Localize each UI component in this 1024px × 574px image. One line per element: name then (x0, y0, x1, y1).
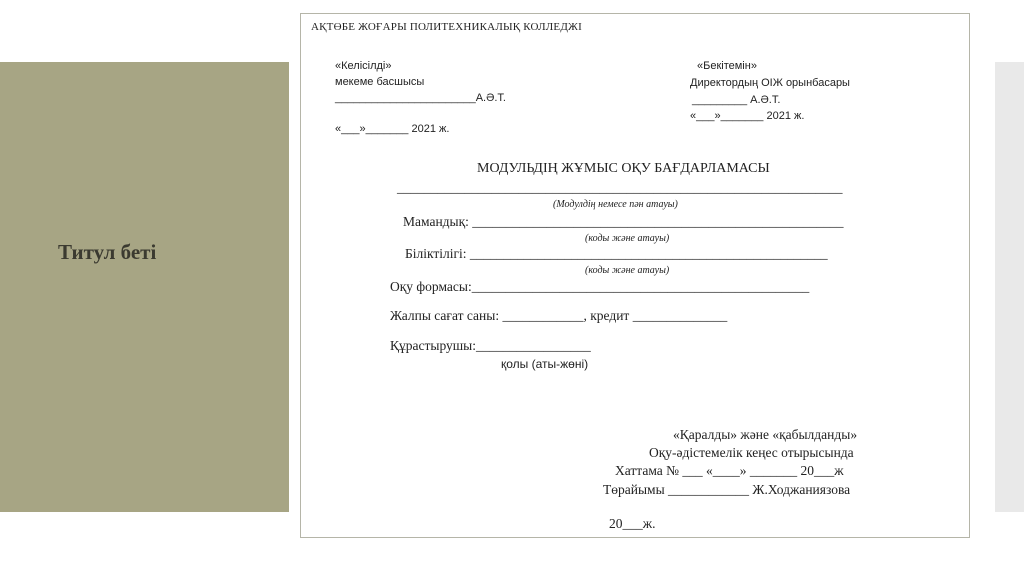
approved-signature: _________ А.Ә.Т. (692, 94, 781, 106)
total-hours-field: Жалпы сағат саны: ____________, кредит ______________ (390, 308, 728, 323)
approved-label: «Бекітемін» (697, 60, 757, 72)
module-name-line: __________________________________________________________________ (397, 180, 843, 195)
agreed-label: «Келісілді» (335, 60, 392, 72)
protocol-line: Хаттама № ___ «____» _______ 20___ж (615, 463, 844, 478)
council-line: Оқу-әдістемелік кеңес отырысында (649, 445, 854, 460)
title-page-document (300, 13, 970, 538)
left-accent-band (0, 62, 289, 512)
approved-role: Директордың ОІЖ орынбасары (690, 77, 850, 89)
compiler-hint: қолы (аты-жөні) (501, 357, 589, 371)
college-name: АҚТӨБЕ ЖОҒАРЫ ПОЛИТЕХНИКАЛЫҚ КОЛЛЕДЖІ (311, 21, 582, 33)
agreed-date: «___»_______ 2021 ж. (335, 123, 450, 135)
qualification-field: Біліктілігі: _____________________________________________________ (405, 246, 828, 261)
agreed-role: мекеме басшысы (335, 76, 425, 88)
approved-date: «___»_______ 2021 ж. (690, 110, 805, 122)
compiler-field: Құрастырушы:_________________ (390, 338, 591, 353)
specialty-field: Мамандық: _______________________________________________________ (403, 214, 844, 229)
right-accent-band (995, 62, 1024, 512)
document-main-title: МОДУЛЬДІҢ ЖҰМЫС ОҚУ БАҒДАРЛАМАСЫ (477, 161, 770, 176)
reviewed-line: «Қаралды» және «қабылданды» (673, 427, 858, 442)
slide-title: Титул беті (58, 240, 157, 264)
year-line: 20___ж. (609, 516, 656, 531)
specialty-hint: (коды және атауы) (585, 233, 670, 244)
module-name-hint: (Модулдің немесе пән атауы) (553, 199, 678, 210)
study-form-field: Оқу формасы:__________________________________________________ (390, 279, 810, 294)
agreed-signature: _______________________А.Ә.Т. (335, 92, 506, 104)
chair-line: Төрайымы ____________ Ж.Ходжаниязова (603, 482, 851, 497)
qualification-hint: (коды және атауы) (585, 265, 670, 276)
